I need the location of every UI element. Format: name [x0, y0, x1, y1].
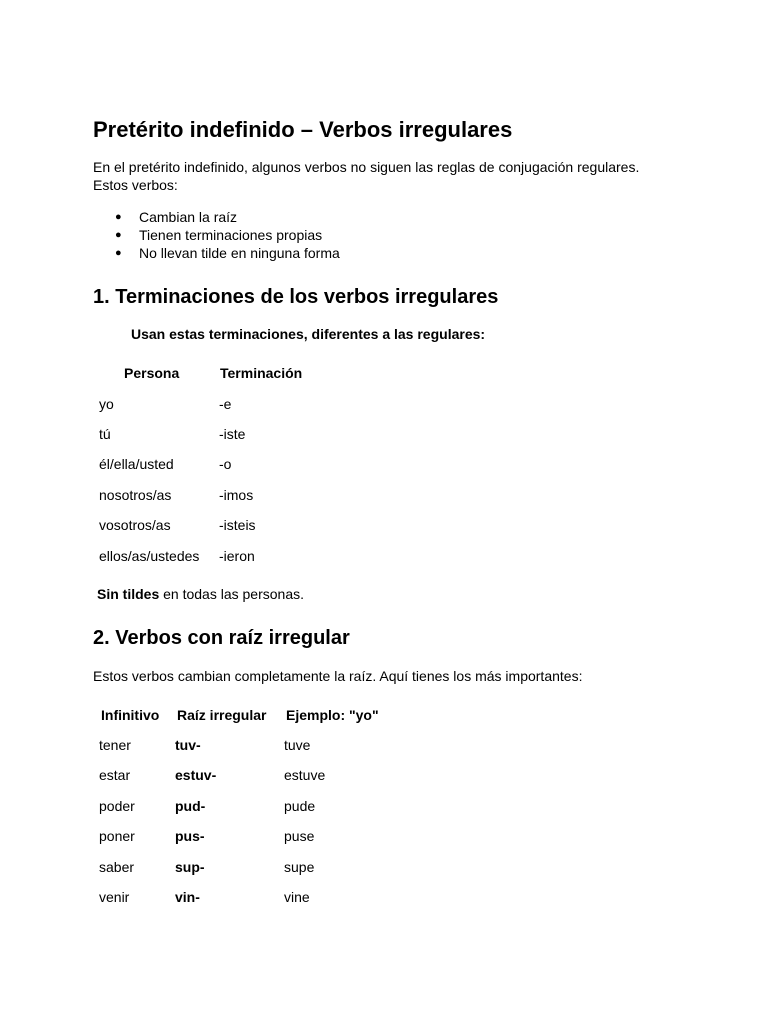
- section-2-heading: 2. Verbos con raíz irregular: [93, 627, 350, 649]
- table-cell-ending: -isteis: [219, 517, 256, 533]
- intro-line-2: Estos verbos:: [93, 177, 178, 193]
- list-item: [93, 208, 340, 226]
- table-cell-ending: -e: [219, 396, 232, 412]
- table-cell-ending: -imos: [219, 487, 254, 503]
- note-bold-text: Sin tildes: [97, 586, 160, 602]
- table-cell-example: tuve: [284, 737, 311, 753]
- page-title: Pretérito indefinido – Verbos irregulares: [93, 117, 513, 142]
- table-cell-persona: yo: [99, 396, 114, 412]
- table-cell-example: supe: [284, 859, 315, 875]
- list-item-text: No llevan tilde en ninguna forma: [139, 245, 340, 261]
- table-cell-example: puse: [284, 828, 315, 844]
- note-text: en todas las personas.: [159, 586, 304, 602]
- table-cell-persona: nosotros/as: [99, 487, 172, 503]
- table-cell-example: estuve: [284, 767, 326, 783]
- section-1-subtitle: Usan estas terminaciones, diferentes a las regulares:: [131, 326, 486, 342]
- section-1-heading: 1. Terminaciones de los verbos irregulares: [93, 286, 499, 308]
- table-cell-stem: sup-: [175, 859, 205, 875]
- intro-line-1: En el pretérito indefinido, algunos verbos no siguen las reglas de conjugación regulares.: [93, 159, 640, 175]
- table-cell-stem: vin-: [175, 889, 200, 905]
- table-cell-infinitive: estar: [99, 767, 131, 783]
- table-cell-ending: -ieron: [219, 548, 255, 564]
- list-item: [93, 244, 340, 262]
- table-cell-persona: tú: [99, 426, 111, 442]
- table-header-raiz: Raíz irregular: [177, 707, 267, 723]
- list-item-text: Tienen terminaciones propias: [139, 227, 323, 243]
- table-cell-infinitive: tener: [99, 737, 131, 753]
- table-cell-infinitive: saber: [99, 859, 135, 875]
- table-cell-persona: ellos/as/ustedes: [99, 548, 200, 564]
- table-cell-persona: vosotros/as: [99, 517, 171, 533]
- list-item-text: Cambian la raíz: [139, 209, 238, 225]
- table-cell-example: vine: [284, 889, 310, 905]
- table-cell-ending: -o: [219, 456, 232, 472]
- table-cell-ending: -iste: [219, 426, 246, 442]
- table-cell-stem: estuv-: [175, 767, 217, 783]
- table-cell-persona: él/ella/usted: [99, 456, 174, 472]
- table-cell-example: pude: [284, 798, 316, 814]
- table-header-ejemplo: Ejemplo: "yo": [286, 707, 379, 723]
- feature-bullet-list: [93, 208, 340, 262]
- table-cell-stem: tuv-: [175, 737, 201, 753]
- table-cell-infinitive: venir: [99, 889, 130, 905]
- table-cell-infinitive: poner: [99, 828, 135, 844]
- bullet-icon: ●: [115, 247, 122, 259]
- table-cell-stem: pus-: [175, 828, 205, 844]
- table-header-terminacion: Terminación: [220, 365, 303, 381]
- table-cell-stem: pud-: [175, 798, 206, 814]
- list-item: [93, 226, 340, 244]
- table-cell-infinitive: poder: [99, 798, 135, 814]
- no-accent-note: [97, 585, 304, 603]
- bullet-icon: ●: [115, 211, 122, 223]
- section-2-intro: Estos verbos cambian completamente la raíz. Aquí tienes los más importantes:: [93, 668, 583, 684]
- table-header-infinitivo: Infinitivo: [101, 707, 160, 723]
- table-header-persona: Persona: [124, 365, 180, 381]
- bullet-icon: ●: [115, 229, 122, 241]
